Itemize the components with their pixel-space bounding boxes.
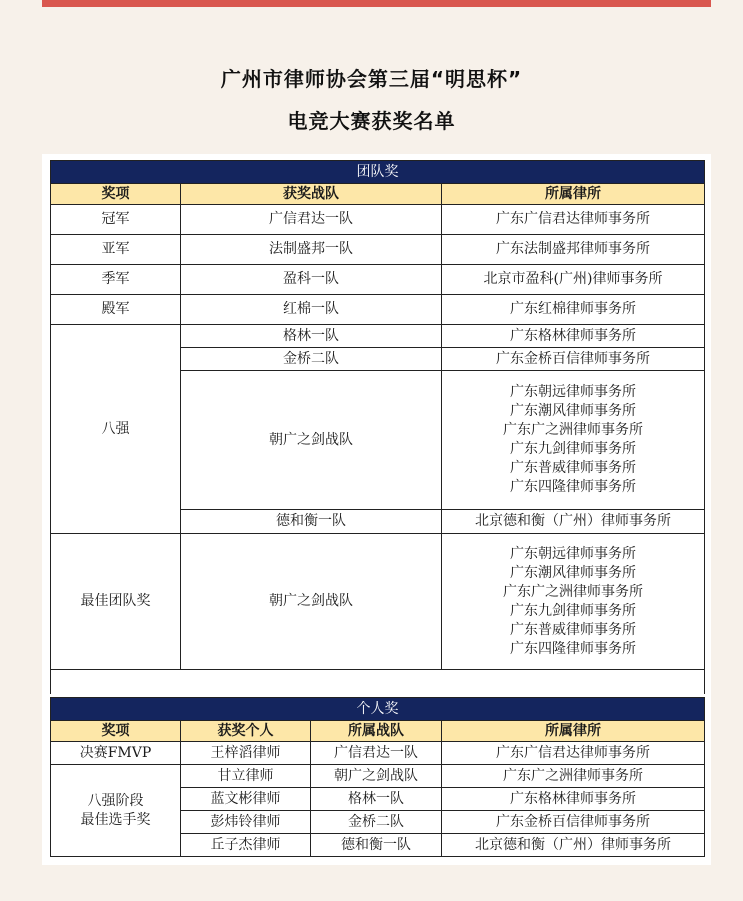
firm-cell: 广东广信君达律师事务所	[442, 205, 705, 235]
award-cell: 亚军	[51, 235, 181, 265]
firm-list-cell	[442, 534, 705, 670]
firm-cell: 广东广之洲律师事务所	[442, 765, 705, 788]
person-cell: 蓝文彬律师	[181, 788, 311, 811]
team-cell: 广信君达一队	[311, 742, 442, 765]
header-person: 获奖个人	[181, 721, 311, 742]
team-cell: 朝广之剑战队	[181, 371, 442, 510]
firm-line: 广东广之洲律师事务所	[503, 583, 643, 600]
firm-cell: 广东金桥百信律师事务所	[442, 348, 705, 371]
firm-cell: 广东红棉律师事务所	[442, 295, 705, 325]
firm-cell: 北京德和衡（广州）律师事务所	[442, 834, 705, 857]
firm-line: 广东朝远律师事务所	[510, 384, 636, 400]
individual-section-title: 个人奖	[51, 698, 705, 721]
team-cell: 朝广之剑战队	[311, 765, 442, 788]
award-sheet	[42, 154, 711, 865]
firm-cell: 广东格林律师事务所	[442, 325, 705, 348]
page-title-line2: 电竞大赛获奖名单	[287, 109, 456, 133]
individual-header-row	[51, 721, 705, 742]
team-cell: 金桥二队	[311, 811, 442, 834]
award-line: 最佳选手奖	[80, 811, 151, 828]
firm-cell: 北京德和衡（广州）律师事务所	[442, 510, 705, 534]
person-cell: 甘立律师	[181, 765, 311, 788]
team-cell: 法制盛邦一队	[181, 235, 442, 265]
award-cell	[51, 765, 181, 857]
firm-cell: 广东格林律师事务所	[442, 788, 705, 811]
firm-cell: 广东金桥百信律师事务所	[442, 811, 705, 834]
team-section-bar	[51, 161, 705, 184]
firm-cell: 广东法制盛邦律师事务所	[442, 235, 705, 265]
table-row	[51, 295, 705, 325]
person-cell: 王梓滔律师	[181, 742, 311, 765]
firm-line: 广东四隆律师事务所	[510, 479, 636, 495]
team-header-row	[51, 184, 705, 205]
top-accent-bar	[42, 0, 711, 7]
header-award: 奖项	[51, 721, 181, 742]
team-cell: 德和衡一队	[181, 510, 442, 534]
page-title-line1: 广州市律师协会第三届“明思杯”	[220, 67, 523, 91]
table-row	[51, 765, 705, 788]
team-cell: 格林一队	[181, 325, 442, 348]
table-row	[51, 205, 705, 235]
firm-line: 广东潮风律师事务所	[510, 564, 636, 581]
table-row	[51, 265, 705, 295]
team-cell: 金桥二队	[181, 348, 442, 371]
award-cell: 最佳团队奖	[51, 534, 181, 670]
header-firm: 所属律所	[442, 184, 705, 205]
firm-line: 广东九剑律师事务所	[510, 602, 636, 619]
header-team: 获奖战队	[181, 184, 442, 205]
award-cell: 冠军	[51, 205, 181, 235]
firm-line: 广东普威律师事务所	[510, 621, 636, 638]
table-row	[51, 534, 705, 670]
header-team: 所属战队	[311, 721, 442, 742]
team-cell: 朝广之剑战队	[181, 534, 442, 670]
award-cell: 决赛FMVP	[51, 742, 181, 765]
header-firm: 所属律所	[442, 721, 705, 742]
team-cell: 格林一队	[311, 788, 442, 811]
person-cell: 彭炜铃律师	[181, 811, 311, 834]
person-cell: 丘子杰律师	[181, 834, 311, 857]
firm-cell: 广东广信君达律师事务所	[442, 742, 705, 765]
firm-list-cell	[442, 371, 705, 510]
individual-section-bar	[51, 698, 705, 721]
individual-awards-table	[50, 697, 705, 857]
table-row	[51, 742, 705, 765]
award-cell: 季军	[51, 265, 181, 295]
firm-line: 广东九剑律师事务所	[510, 441, 636, 457]
team-cell: 红棉一队	[181, 295, 442, 325]
team-section-title: 团队奖	[51, 161, 705, 184]
firm-line: 广东四隆律师事务所	[510, 640, 636, 657]
award-line: 八强阶段	[87, 792, 144, 809]
team-cell: 德和衡一队	[311, 834, 442, 857]
firm-line: 广东潮风律师事务所	[510, 403, 636, 419]
firm-line: 广东朝远律师事务所	[510, 545, 636, 562]
team-cell: 广信君达一队	[181, 205, 442, 235]
table-row	[51, 325, 705, 348]
header-award: 奖项	[51, 184, 181, 205]
spacer-row	[51, 670, 705, 694]
award-cell: 八强	[51, 325, 181, 534]
table-row	[51, 235, 705, 265]
award-cell: 殿军	[51, 295, 181, 325]
firm-line: 广东广之洲律师事务所	[503, 422, 643, 438]
team-awards-table	[50, 160, 705, 694]
team-cell: 盈科一队	[181, 265, 442, 295]
spacer-cell	[51, 670, 705, 694]
firm-cell: 北京市盈科(广州)律师事务所	[442, 265, 705, 295]
firm-line: 广东普威律师事务所	[510, 460, 636, 476]
